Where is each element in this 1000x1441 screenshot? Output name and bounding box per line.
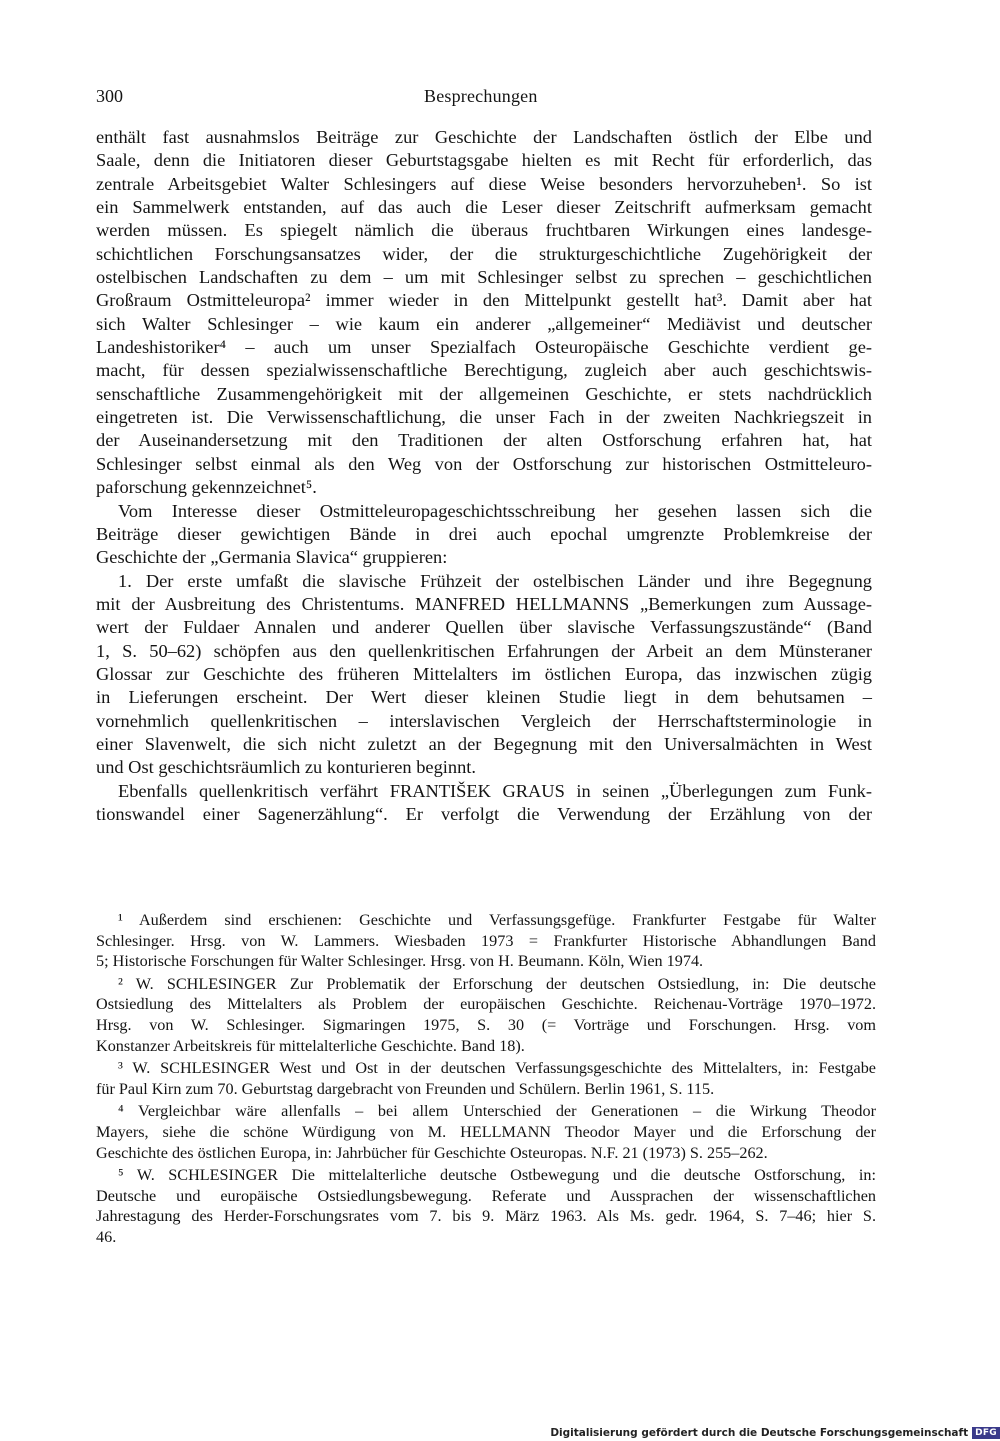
footnote-line: für Paul Kirn zum 70. Geburtstag dargebracht von Freunden und Schülern. Berlin 1961, S. 115. (96, 1079, 715, 1098)
body-line: Großraum Ostmitteleuropa² immer wieder in den Mittelpunkt gestellt hat³. Damit aber hat (96, 290, 872, 311)
body-line: eingetreten ist. Die Verwissenschaftlichung, die unser Fach in der zweiten Nachkriegszeit in (96, 407, 872, 428)
footnote-4 (96, 1101, 876, 1122)
body-line: Geschichte der „Germania Slavica“ gruppieren: (96, 547, 448, 568)
body-line: ostelbischen Landschaften zu dem – um mit Schlesinger selbst zu sprechen – geschichtlichen (96, 267, 872, 288)
footnote-line: Geschichte des östlichen Europa, in: Jahrbücher für Geschichte Osteuropas. N.F. 21 (1973) S. 255–262. (96, 1143, 768, 1162)
footnote-line: ¹ Außerdem sind erschienen: Geschichte und Verfassungsgefüge. Frankfurter Festgabe für Walter (118, 911, 876, 929)
footnote-2 (96, 974, 876, 995)
body-line: mit der Ausbreitung des Christentums. MANFRED HELLMANNS „Bemerkungen zum Aussage- (96, 593, 872, 614)
footnote-line: Hrsg. von W. Schlesinger. Sigmaringen 1975, S. 30 (= Vorträge und Forschungen. Hrsg. vom (96, 1015, 876, 1034)
body-line: vornehmlich quellenkritischen – interslavischen Vergleich der Herrschaftsterminologie in (96, 710, 872, 731)
main-text (96, 126, 872, 826)
paragraph-start-line: Vom Interesse dieser Ostmitteleuropageschichtsschreibung her gesehen lassen sich die (118, 500, 872, 521)
body-line: Landeshistoriker⁴ – auch um unser Spezialfach Osteuropäische Geschichte verdient ge- (96, 337, 872, 358)
body-line: tionswandel einer Sagenerzählung“. Er verfolgt die Verwendung der Erzählung von der (96, 803, 872, 824)
body-line: einer Slavenwelt, die sich nicht zuletzt an der Begegnung mit den Universalmächten in West (96, 733, 872, 754)
dfg-logo: DFG (972, 1427, 1000, 1439)
footnote-line: Jahrestagung des Herder-Forschungsrates vom 7. bis 9. März 1963. Als Ms. gedr. 1964, S. 7–46; hier S. (96, 1207, 876, 1226)
paragraph-start-line: Ebenfalls quellenkritisch verfährt FRANTIŠEK GRAUS in seinen „Überlegungen zum Funk- (118, 780, 872, 801)
footnote-line: ³ W. SCHLESINGER West und Ost in der deutschen Verfassungsgeschichte des Mittelalters, in: Festgabe (118, 1059, 876, 1078)
body-line: sich Walter Schlesinger – wie kaum ein anderer „allgemeiner“ Mediävist und deutscher (96, 313, 872, 334)
body-line: ein Sammelwerk entstanden, auf das auch die Leser dieser Zeitschrift aufmerksam gemacht (96, 197, 872, 218)
footnote-1 (96, 910, 876, 931)
credit-text: Digitalisierung gefördert durch die Deutsche Forschungsgemeinschaft (550, 1427, 969, 1439)
body-line: senschaftliche Zusammengehörigkeit mit der allgemeinen Geschichte, er stets nachdrücklich (96, 383, 872, 404)
digitization-credit (550, 1427, 1000, 1439)
footnote-line: ² W. SCHLESINGER Zur Problematik der Erforschung der deutschen Ostsiedlung, in: Die deutsche (118, 974, 876, 993)
running-head: Besprechungen (424, 86, 538, 106)
footnote-line: ⁴ Vergleichbar wäre allenfalls – bei allem Unterschied der Generationen – die Wirkung Theodor (118, 1102, 876, 1121)
body-line: macht, für dessen spezialwissenschaftliche Berechtigung, zugleich aber auch geschichtswis- (96, 360, 872, 381)
footnote-line: Mayers, siehe die schöne Würdigung von M. HELLMANN Theodor Mayer und die Erforschung der (96, 1122, 876, 1141)
page-number: 300 (96, 86, 123, 106)
body-line: wert der Fuldaer Annalen und anderer Quellen über slavische Verfassungszustände“ (Band (96, 617, 872, 638)
body-line: Saale, denn die Initiatoren dieser Geburtstagsgabe hielten es mit Recht für erforderlich, das (96, 150, 872, 171)
body-line: in Lieferungen erscheint. Der Wert dieser kleinen Studie liegt in dem behutsamen – (96, 687, 872, 708)
body-line: und Ost geschichtsräumlich zu konturieren beginnt. (96, 757, 476, 778)
body-line: Schlesinger selbst einmal als den Weg von der Ostforschung zur historischen Ostmitteleuro- (96, 453, 872, 474)
body-line: werden müssen. Es spiegelt nämlich die überaus fruchtbaren Wirkungen eines landesge- (96, 220, 872, 241)
body-line: paforschung gekennzeichnet⁵. (96, 477, 317, 498)
body-line: schichtlichen Forschungsansatzes wider, der die strukturgeschichtliche Zugehörigkeit der (96, 243, 872, 264)
footnote-3 (96, 1058, 876, 1079)
body-line: Glossar zur Geschichte des früheren Mittelalters im östlichen Europa, das inzwischen zügig (96, 663, 872, 684)
footnote-line: Konstanzer Arbeitskreis für mittelalterliche Geschichte. Band 18). (96, 1036, 525, 1055)
footnotes (96, 910, 876, 1248)
footnote-line: ⁵ W. SCHLESINGER Die mittelalterliche deutsche Ostbewegung und die deutsche Ostforschung, in: (118, 1166, 876, 1185)
body-line: Beiträge dieser gewichtigen Bände in drei auch epochal umgrenzte Problemkreise der (96, 523, 872, 544)
body-line: 1, S. 50–62) schöpfen aus den quellenkritischen Erfahrungen der Arbeit an dem Münsteraner (96, 640, 872, 661)
paragraph-start-line: 1. Der erste umfaßt die slavische Frühzeit der ostelbischen Länder und ihre Begegnung (118, 570, 872, 591)
footnote-line: Ostsiedlung des Mittelalters als Problem der europäischen Geschichte. Reichenau-Vorträge 1970–1972. (96, 995, 876, 1014)
body-line: zentrale Arbeitsgebiet Walter Schlesingers auf diese Weise besonders hervorzuheben¹. So ist (96, 173, 872, 194)
footnote-line: Deutsche und europäische Ostsiedlungsbewegung. Referate und Aussprachen der wissenschaftlichen (96, 1186, 876, 1205)
footnote-line: Schlesinger. Hrsg. von W. Lammers. Wiesbaden 1973 = Frankfurter Historische Abhandlungen Band (96, 931, 876, 950)
footnote-5 (96, 1165, 876, 1186)
footnote-line: 5; Historische Forschungen für Walter Schlesinger. Hrsg. von H. Beumann. Köln, Wien 1974. (96, 952, 704, 971)
body-line: der Auseinandersetzung mit den Traditionen der alten Ostforschung erfahren hat, hat (96, 430, 872, 451)
footnote-line: 46. (96, 1227, 117, 1246)
body-line: enthält fast ausnahmslos Beiträge zur Geschichte der Landschaften östlich der Elbe und (96, 127, 872, 147)
